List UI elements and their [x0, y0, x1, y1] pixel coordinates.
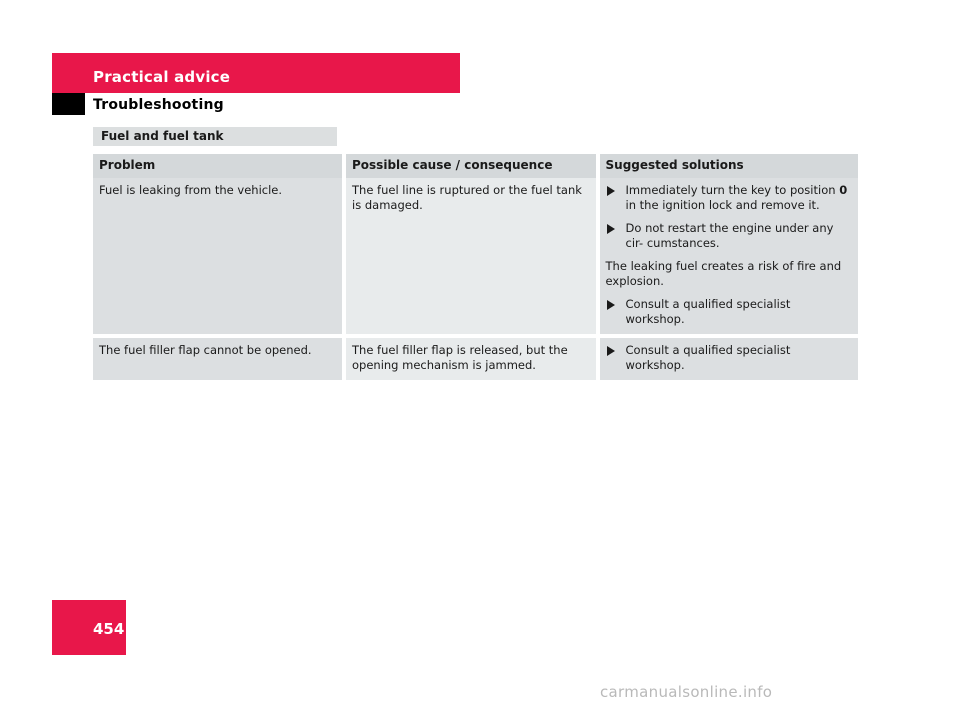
watermark: carmanualsonline.info	[600, 683, 773, 701]
troubleshooting-table	[93, 154, 858, 380]
solution-cell	[596, 334, 858, 380]
section-tab-marker	[52, 93, 85, 115]
cause-cell: The fuel line is ruptured or the fuel tank is damaged.	[342, 178, 596, 334]
problem-cell: Fuel is leaking from the vehicle.	[93, 178, 342, 334]
column-header-solutions: Suggested solutions	[596, 154, 858, 178]
ignition-position-value: 0	[839, 183, 848, 197]
section-label-text: Fuel and fuel tank	[101, 129, 224, 143]
solution-step-text: Immediately turn the key to position	[625, 183, 840, 197]
solution-cell	[596, 178, 858, 334]
triangle-arrow-icon	[607, 186, 615, 196]
solution-step	[606, 297, 852, 327]
page-subtitle: Troubleshooting	[93, 97, 224, 113]
table-row	[93, 334, 858, 380]
solution-step	[606, 343, 852, 373]
table-row	[93, 178, 858, 334]
warning-note: The leaking fuel creates a risk of fire and explosion.	[605, 259, 842, 288]
table-header-row	[93, 154, 858, 178]
triangle-arrow-icon	[607, 300, 615, 310]
page-title: Practical advice	[93, 68, 231, 86]
cause-cell: The fuel filler flap is released, but the opening mechanism is jammed.	[342, 334, 596, 380]
solution-step-text: Do not restart the engine under any cir- cumstances.	[625, 221, 834, 250]
solution-step-text: Consult a qualified specialist workshop.	[625, 297, 791, 326]
problem-cell: The fuel filler flap cannot be opened.	[93, 334, 342, 380]
triangle-arrow-icon	[607, 346, 615, 356]
section-label	[93, 127, 337, 146]
page-number: 454	[93, 620, 125, 638]
column-header-cause: Possible cause / consequence	[342, 154, 596, 178]
solution-step	[606, 221, 852, 251]
solution-step-text: Consult a qualified specialist workshop.	[625, 343, 791, 372]
solution-step-text-cont: in the ignition lock and remove it.	[625, 198, 820, 212]
column-header-problem: Problem	[93, 154, 342, 178]
triangle-arrow-icon	[607, 224, 615, 234]
solution-step	[606, 183, 852, 213]
